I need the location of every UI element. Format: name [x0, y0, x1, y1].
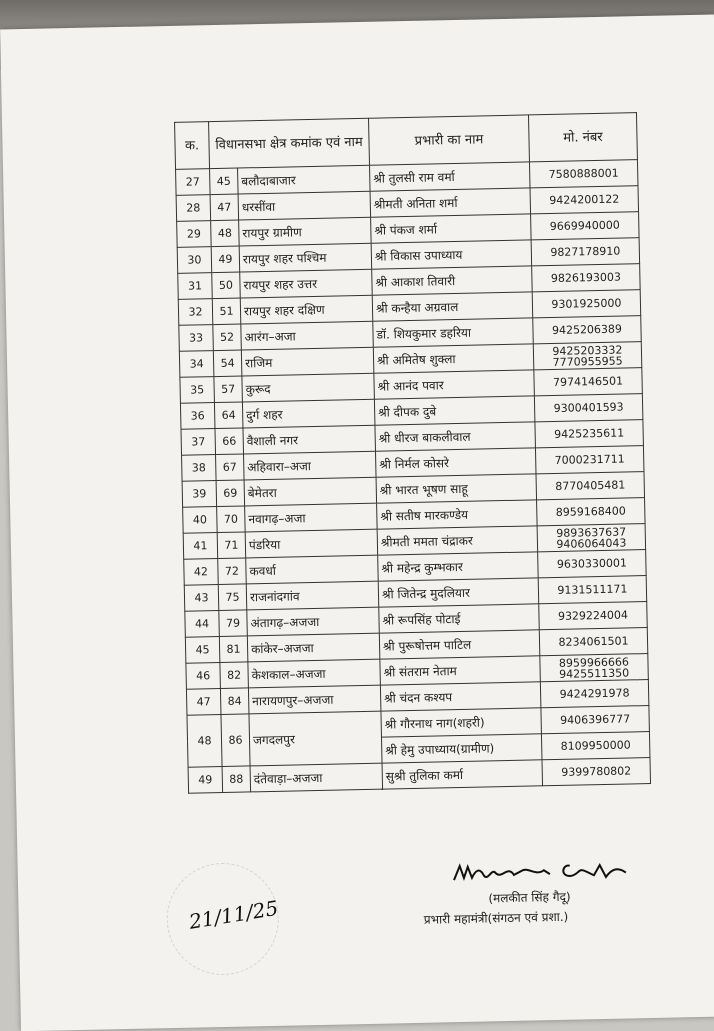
row-serial: 35 — [180, 377, 215, 404]
row-ac-number: 67 — [216, 454, 245, 481]
row-ac-number: 49 — [211, 246, 240, 273]
row-serial: 44 — [185, 611, 220, 638]
row-mobile: 7974146501 — [534, 368, 643, 396]
row-incharge: सुश्री तुलिका कर्मा — [382, 760, 543, 789]
header-mobile: मो. नंबर — [528, 113, 637, 162]
row-incharge: श्री धीरज बाकलीवाल — [375, 422, 536, 451]
row-mobile: 9425203332 7770955955 — [533, 342, 642, 370]
row-ac-number: 69 — [216, 480, 245, 507]
row-incharge: श्रीमती ममता चंद्राकर — [377, 526, 538, 555]
row-incharge: श्री हेमु उपाध्याय(ग्रामीण) — [381, 734, 542, 763]
row-constituency: अहिवारा–अजा — [244, 451, 377, 480]
row-incharge: श्री आनंद पवार — [374, 370, 535, 399]
row-incharge: डॉ. शियकुमार डहरिया — [373, 318, 534, 347]
row-mobile: 8959966666 9425511350 — [540, 654, 649, 682]
row-mobile: 9826193003 — [532, 264, 641, 292]
row-ac-number: 75 — [218, 584, 247, 611]
row-ac-number: 71 — [217, 532, 246, 559]
signatory-name: (मलकीत सिंह गैदू) — [488, 889, 571, 906]
row-mobile: 9329224004 — [539, 602, 648, 630]
row-constituency: पंडरिया — [245, 529, 378, 558]
row-serial: 28 — [176, 195, 211, 222]
row-constituency: राजिम — [241, 347, 374, 376]
row-serial: 42 — [184, 559, 219, 586]
row-ac-number: 86 — [221, 714, 250, 767]
document-page — [0, 15, 714, 1031]
row-serial: 27 — [176, 169, 211, 196]
row-serial: 41 — [183, 533, 218, 560]
row-incharge: श्री तुलसी राम वर्मा — [370, 162, 531, 191]
row-incharge: श्री चंदन कश्यप — [380, 682, 541, 711]
row-incharge: श्री रूपसिंह पोटाई — [379, 604, 540, 633]
handwritten-date: 21/11/25 — [187, 895, 280, 934]
row-mobile: 9425235611 — [535, 420, 644, 448]
row-ac-number: 72 — [218, 558, 247, 585]
row-incharge: श्री दीपक दुबे — [374, 396, 535, 425]
row-mobile: 9406396777 — [541, 706, 650, 734]
row-constituency: कवर्धा — [246, 555, 379, 584]
row-mobile: 8770405481 — [536, 472, 645, 500]
row-constituency: दुर्ग शहर — [242, 399, 375, 428]
row-serial: 30 — [177, 247, 212, 274]
row-ac-number: 88 — [222, 766, 251, 793]
row-serial: 34 — [179, 351, 214, 378]
row-constituency: धरसींवा — [238, 191, 371, 220]
row-mobile: 8234061501 — [539, 628, 648, 656]
row-mobile: 8959168400 — [537, 498, 646, 526]
row-ac-number: 47 — [210, 194, 239, 221]
row-incharge: श्री संतराम नेताम — [380, 656, 541, 685]
row-ac-number: 50 — [212, 272, 241, 299]
row-ac-number: 52 — [213, 324, 242, 351]
row-ac-number: 70 — [217, 506, 246, 533]
row-ac-number: 66 — [215, 428, 244, 455]
row-mobile: 9301925000 — [532, 290, 641, 318]
row-constituency: बेमेतरा — [244, 477, 377, 506]
row-incharge: श्री सतीष मारकण्डेय — [377, 500, 538, 529]
row-constituency: नवागढ़–अजा — [245, 503, 378, 532]
row-mobile: 7000231711 — [535, 446, 644, 474]
signatory-designation: प्रभारी महामंत्री(संगठन एवं प्रशा.) — [423, 909, 569, 927]
row-ac-number: 84 — [220, 688, 249, 715]
row-mobile: 8109950000 — [541, 732, 650, 760]
row-mobile: 7580888001 — [529, 160, 638, 188]
row-ac-number: 81 — [219, 636, 248, 663]
row-constituency: कुरूद — [242, 373, 375, 402]
row-constituency: आरंग–अजा — [241, 321, 374, 350]
row-incharge: श्री पुरूषोत्तम पाटिल — [379, 630, 540, 659]
row-incharge: श्रीमती अनिता शर्मा — [370, 188, 531, 217]
row-incharge: श्री अमितेष शुक्ला — [373, 344, 534, 373]
row-incharge: श्री कन्हैया अग्रवाल — [372, 292, 533, 321]
header-incharge: प्रभारी का नाम — [369, 115, 530, 165]
row-ac-number: 79 — [219, 610, 248, 637]
row-mobile: 9893637637 9406064043 — [537, 524, 646, 552]
row-incharge: श्री विकास उपाध्याय — [371, 240, 532, 269]
row-mobile: 9131511171 — [538, 576, 647, 604]
row-constituency: वैशाली नगर — [243, 425, 376, 454]
table-body — [176, 160, 651, 794]
row-mobile: 9424291978 — [540, 680, 649, 708]
row-mobile: 9669940000 — [531, 212, 640, 240]
row-serial: 38 — [182, 455, 217, 482]
row-mobile: 9425206389 — [533, 316, 642, 344]
row-ac-number: 64 — [214, 402, 243, 429]
row-serial: 49 — [188, 766, 223, 793]
row-serial: 36 — [180, 403, 215, 430]
row-serial: 47 — [186, 689, 221, 716]
incharge-table — [174, 112, 651, 794]
row-incharge: श्री गौरनाथ नाग(शहरी) — [381, 708, 542, 737]
row-serial: 40 — [183, 507, 218, 534]
row-mobile: 9300401593 — [534, 394, 643, 422]
row-serial: 31 — [178, 273, 213, 300]
row-ac-number: 48 — [211, 220, 240, 247]
row-ac-number: 54 — [213, 350, 242, 377]
row-mobile: 9399780802 — [542, 758, 651, 786]
row-serial: 33 — [179, 325, 214, 352]
row-constituency: राजनांदगांव — [246, 581, 379, 610]
header-serial: क. — [175, 122, 210, 170]
row-constituency: केशकाल–अजजा — [248, 659, 381, 688]
row-serial: 32 — [178, 299, 213, 326]
row-mobile: 9424200122 — [530, 186, 639, 214]
row-ac-number: 45 — [210, 168, 239, 195]
row-mobile: 9827178910 — [531, 238, 640, 266]
row-serial: 48 — [187, 715, 222, 768]
row-incharge: श्री पंकज शर्मा — [371, 214, 532, 243]
row-ac-number: 57 — [214, 376, 243, 403]
row-serial: 46 — [186, 663, 221, 690]
row-constituency: दंतेवाड़ा–अजजा — [250, 763, 383, 792]
header-constituency: विधानसभा क्षेत्र कमांक एवं नाम — [209, 118, 370, 168]
row-constituency: जगदलपुर — [249, 711, 382, 766]
row-incharge: श्री भारत भूषण साहू — [376, 474, 537, 503]
row-incharge: श्री महेन्द्र कुम्भकार — [378, 552, 539, 581]
row-serial: 37 — [181, 429, 216, 456]
row-incharge: श्री जितेन्द्र मुदलियार — [378, 578, 539, 607]
row-constituency: कांकेर–अजजा — [247, 633, 380, 662]
row-ac-number: 82 — [220, 662, 249, 689]
row-constituency: रायपुर शहर दक्षिण — [240, 295, 373, 324]
row-ac-number: 51 — [212, 298, 241, 325]
row-constituency: नारायणपुर–अजजा — [248, 685, 381, 714]
row-serial: 43 — [184, 585, 219, 612]
row-mobile: 9630330001 — [538, 550, 647, 578]
row-serial: 29 — [177, 221, 212, 248]
row-constituency: अंतागढ़–अजजा — [247, 607, 380, 636]
row-serial: 45 — [185, 637, 220, 664]
row-constituency: रायपुर शहर पश्चिम — [239, 243, 372, 272]
signature-scribble — [450, 854, 631, 888]
row-constituency: रायपुर शहर उत्तर — [240, 269, 373, 298]
row-constituency: रायपुर ग्रामीण — [239, 217, 372, 246]
row-serial: 39 — [182, 481, 217, 508]
row-incharge: श्री निर्मल कोसरे — [375, 448, 536, 477]
row-incharge: श्री आकाश तिवारी — [372, 266, 533, 295]
row-constituency: बलौदाबाजार — [238, 165, 371, 194]
